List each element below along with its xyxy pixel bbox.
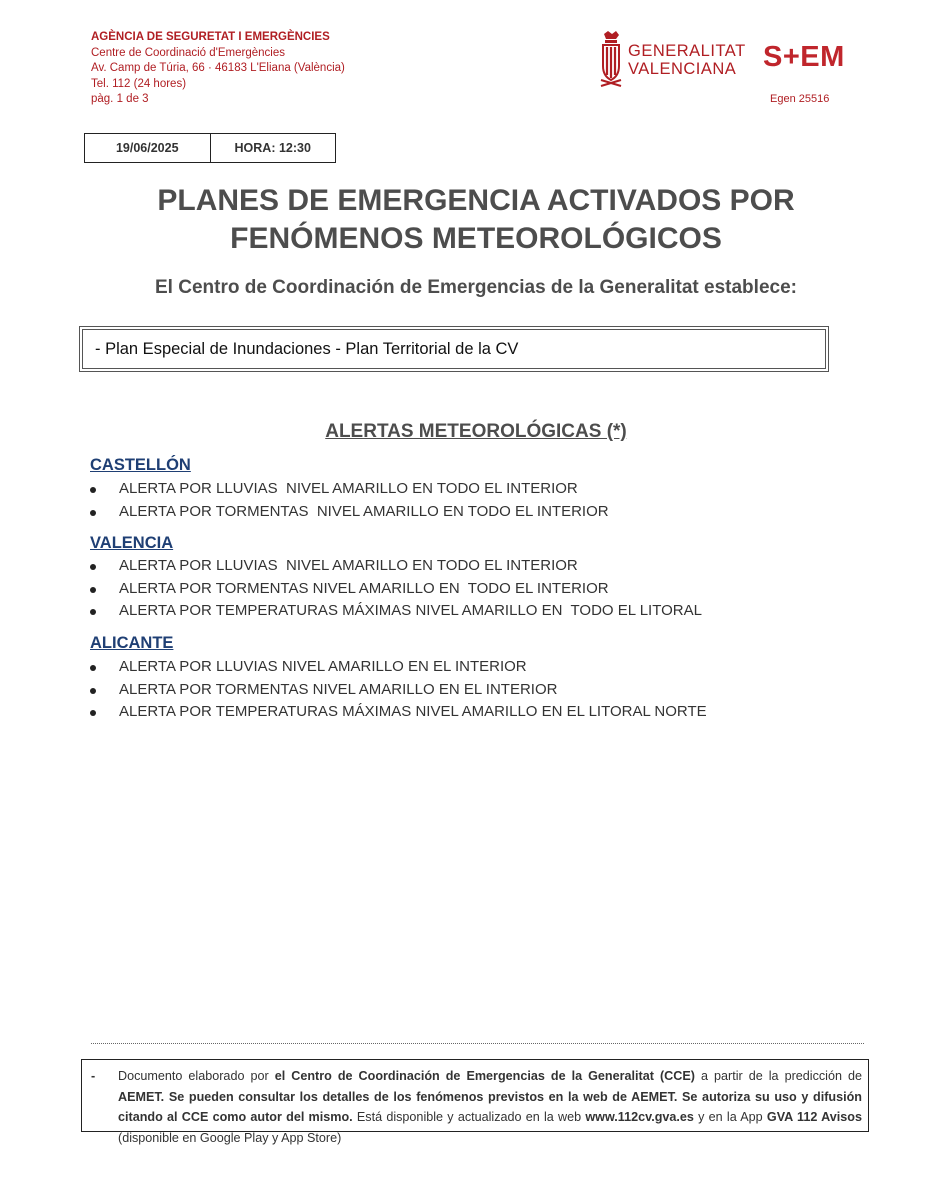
activated-plans-box — [79, 326, 829, 372]
list-item: ALERTA POR LLUVIAS NIVEL AMARILLO EN TODO EL INTERIOR — [90, 555, 702, 578]
agency-name: AGÈNCIA DE SEGURETAT I EMERGÈNCIES — [91, 31, 330, 43]
footer-divider — [91, 1043, 864, 1044]
title-line-1: PLANES DE EMERGENCIA ACTIVADOS POR — [157, 184, 795, 217]
footer-dash: - — [91, 1069, 96, 1083]
alerts-heading: ALERTAS METEOROLÓGICAS (*) — [325, 421, 627, 442]
bullet-icon — [90, 609, 96, 615]
alert-list-castellon — [90, 478, 609, 523]
egen-code: Egen 25516 — [770, 93, 830, 105]
app-name: GVA 112 Avisos — [766, 1110, 862, 1124]
activated-plans-text: - Plan Especial de Inundaciones - Plan Territorial de la CV — [82, 329, 826, 369]
gva-wordmark: GENERALITAT VALENCIANA — [628, 42, 746, 78]
date-cell: 19/06/2025 — [115, 141, 179, 155]
agency-phone: Tel. 112 (24 hores) — [91, 77, 187, 90]
bullet-icon — [90, 688, 96, 694]
list-item: ALERTA POR TORMENTAS NIVEL AMARILLO EN EL INTERIOR — [90, 679, 707, 702]
bullet-icon — [90, 510, 96, 516]
list-item: ALERTA POR LLUVIAS NIVEL AMARILLO EN EL INTERIOR — [90, 656, 707, 679]
agency-address: Av. Camp de Túria, 66 · 46183 L'Eliana (València) — [91, 62, 345, 74]
title-line-2: FENÓMENOS METEOROLÓGICOS — [230, 222, 722, 255]
list-item: ALERTA POR TORMENTAS NIVEL AMARILLO EN TODO EL INTERIOR — [90, 578, 702, 601]
page-number: pàg. 1 de 3 — [91, 93, 149, 105]
bullet-icon — [90, 564, 96, 570]
alert-list-alicante — [90, 656, 707, 724]
bullet-icon — [90, 587, 96, 593]
list-item: ALERTA POR TORMENTAS NIVEL AMARILLO EN TODO EL INTERIOR — [90, 501, 609, 524]
footer-text: Documento elaborado por el Centro de Coordinación de Emergencias de la Generalitat (CCE) a partir de la predicción de AEMET. Se pueden consultar los detalles de los fenómenos previstos en la web de AEMET. Se autoriza su uso y difusión citando al CCE como autor del mismo. Está disponible y actualizado en la web www.112cv.gva.es y en la App GVA 112 Avisos (disponible en Google Play y App Store) — [118, 1069, 863, 1145]
bullet-icon — [90, 487, 96, 493]
footer-note — [81, 1059, 869, 1145]
bullet-icon — [90, 665, 96, 671]
sem-logo: S+EM — [763, 41, 845, 73]
website-link[interactable]: www.112cv.gva.es — [585, 1110, 694, 1124]
list-item: ALERTA POR TEMPERATURAS MÁXIMAS NIVEL AMARILLO EN TODO EL LITORAL — [90, 600, 702, 623]
province-heading-alicante: ALICANTE — [90, 634, 174, 652]
list-item: ALERTA POR TEMPERATURAS MÁXIMAS NIVEL AMARILLO EN EL LITORAL NORTE — [90, 701, 707, 724]
gva-crest-icon — [598, 30, 624, 88]
page-subtitle: El Centro de Coordinación de Emergencias de la Generalitat establece: — [155, 277, 797, 298]
bullet-icon — [90, 710, 96, 716]
page-title — [0, 182, 952, 258]
list-item: ALERTA POR LLUVIAS NIVEL AMARILLO EN TODO EL INTERIOR — [90, 478, 609, 501]
agency-info — [91, 30, 345, 108]
alert-list-valencia — [90, 555, 702, 623]
agency-center: Centre de Coordinació d'Emergències — [91, 46, 285, 59]
province-heading-valencia: VALENCIA — [90, 534, 174, 552]
generalitat-valenciana-logo — [598, 30, 746, 90]
province-heading-castellon: CASTELLÓN — [90, 456, 191, 474]
time-cell: HORA: 12:30 — [210, 134, 336, 162]
date-time-box — [84, 133, 336, 163]
